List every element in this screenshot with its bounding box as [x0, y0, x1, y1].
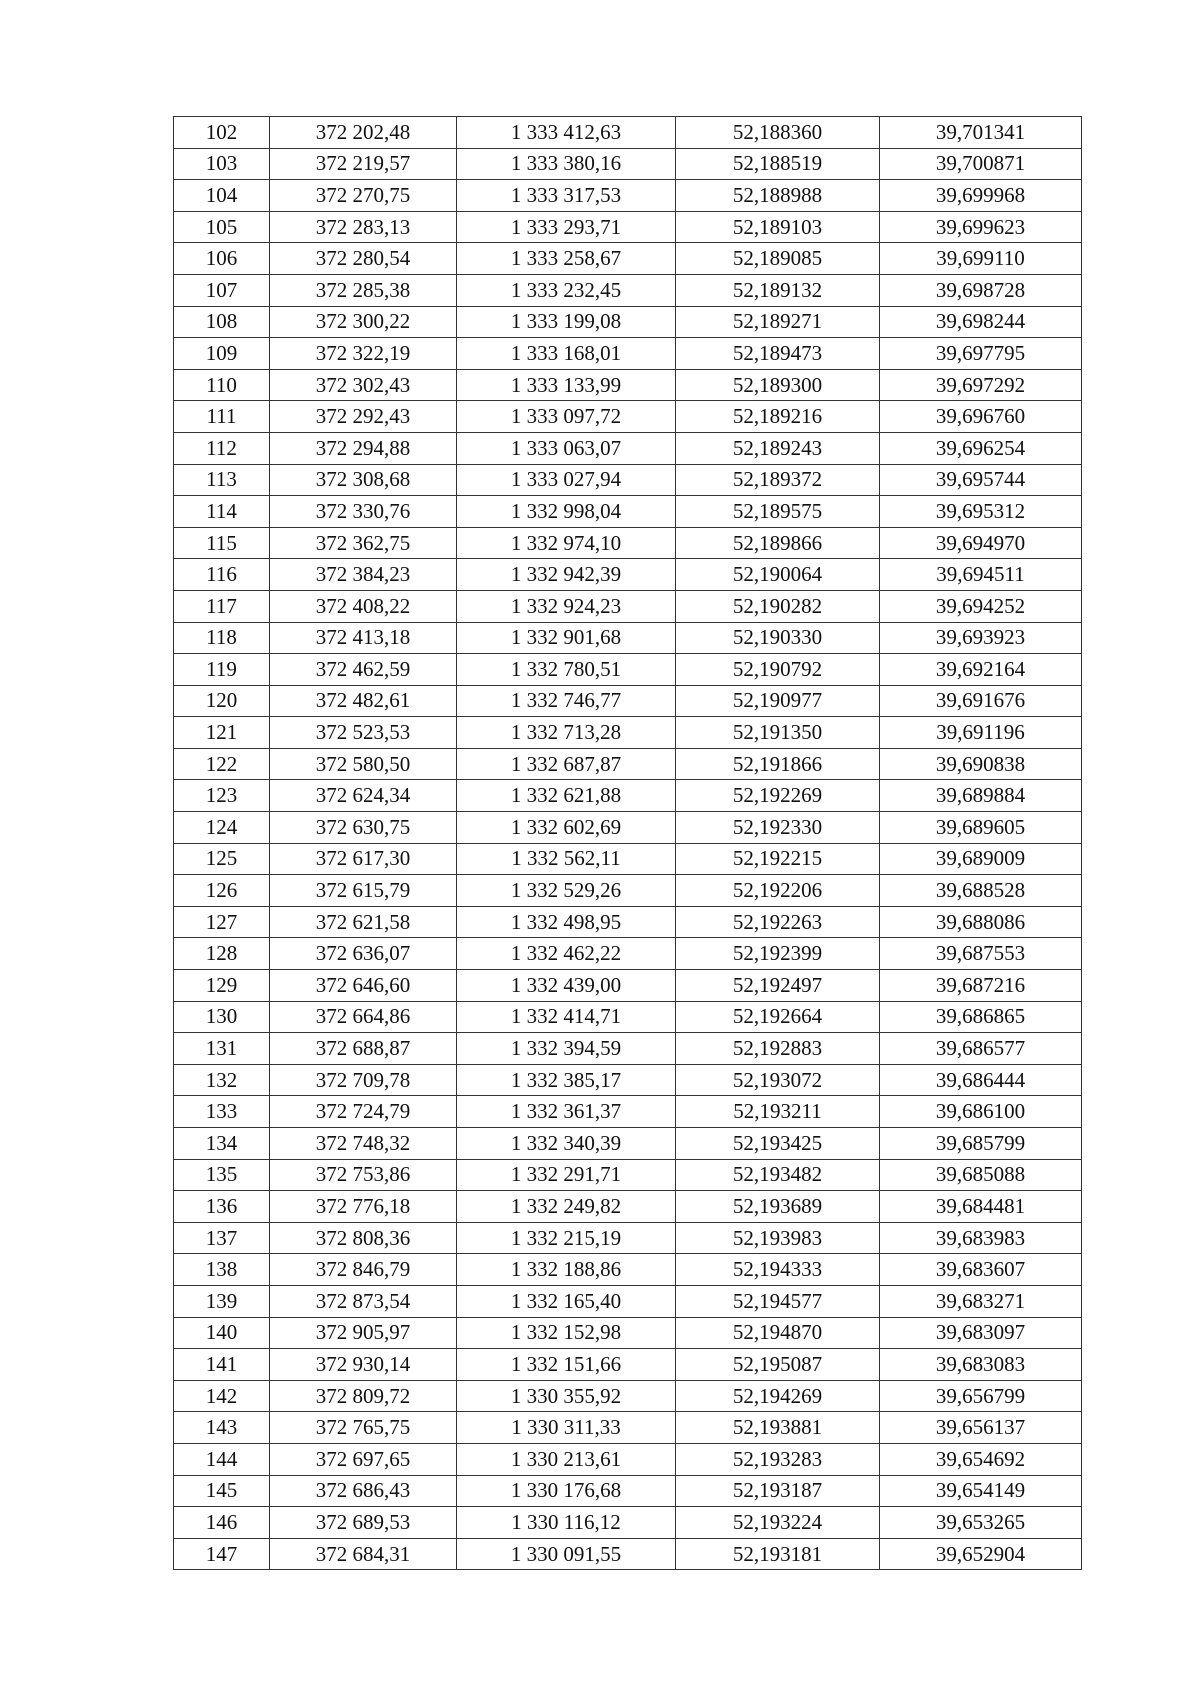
latitude-cell: 52,195087	[676, 1349, 880, 1381]
table-row	[174, 432, 1082, 464]
x-coordinate-cell: 372 846,79	[270, 1254, 457, 1286]
x-coordinate-cell: 372 308,68	[270, 464, 457, 496]
latitude-cell: 52,189575	[676, 496, 880, 528]
longitude-cell: 39,695744	[880, 464, 1082, 496]
table-row	[174, 717, 1082, 749]
y-coordinate-cell: 1 332 924,23	[457, 590, 676, 622]
longitude-cell: 39,656799	[880, 1380, 1082, 1412]
x-coordinate-cell: 372 615,79	[270, 875, 457, 907]
longitude-cell: 39,693923	[880, 622, 1082, 654]
point-number-cell: 127	[174, 906, 270, 938]
table-row	[174, 243, 1082, 275]
y-coordinate-cell: 1 332 414,71	[457, 1001, 676, 1033]
point-number-cell: 121	[174, 717, 270, 749]
table-row	[174, 496, 1082, 528]
longitude-cell: 39,691676	[880, 685, 1082, 717]
y-coordinate-cell: 1 330 091,55	[457, 1538, 676, 1570]
longitude-cell: 39,654149	[880, 1475, 1082, 1507]
x-coordinate-cell: 372 322,19	[270, 338, 457, 370]
longitude-cell: 39,685799	[880, 1128, 1082, 1160]
point-number-cell: 131	[174, 1033, 270, 1065]
y-coordinate-cell: 1 333 232,45	[457, 274, 676, 306]
x-coordinate-cell: 372 580,50	[270, 748, 457, 780]
latitude-cell: 52,189216	[676, 401, 880, 433]
point-number-cell: 119	[174, 654, 270, 686]
point-number-cell: 112	[174, 432, 270, 464]
table-row	[174, 1443, 1082, 1475]
latitude-cell: 52,194577	[676, 1285, 880, 1317]
table-row	[174, 1317, 1082, 1349]
longitude-cell: 39,696760	[880, 401, 1082, 433]
latitude-cell: 52,188519	[676, 148, 880, 180]
table-row	[174, 401, 1082, 433]
y-coordinate-cell: 1 332 249,82	[457, 1191, 676, 1223]
table-row	[174, 148, 1082, 180]
point-number-cell: 132	[174, 1064, 270, 1096]
x-coordinate-cell: 372 621,58	[270, 906, 457, 938]
table-row	[174, 559, 1082, 591]
table-row	[174, 1191, 1082, 1223]
table-row	[174, 117, 1082, 149]
longitude-cell: 39,701341	[880, 117, 1082, 149]
latitude-cell: 52,192269	[676, 780, 880, 812]
x-coordinate-cell: 372 285,38	[270, 274, 457, 306]
point-number-cell: 143	[174, 1412, 270, 1444]
x-coordinate-cell: 372 413,18	[270, 622, 457, 654]
longitude-cell: 39,689009	[880, 843, 1082, 875]
y-coordinate-cell: 1 332 151,66	[457, 1349, 676, 1381]
table-row	[174, 1064, 1082, 1096]
point-number-cell: 102	[174, 117, 270, 149]
longitude-cell: 39,653265	[880, 1507, 1082, 1539]
point-number-cell: 142	[174, 1380, 270, 1412]
x-coordinate-cell: 372 462,59	[270, 654, 457, 686]
longitude-cell: 39,691196	[880, 717, 1082, 749]
x-coordinate-cell: 372 202,48	[270, 117, 457, 149]
point-number-cell: 141	[174, 1349, 270, 1381]
table-row	[174, 1096, 1082, 1128]
y-coordinate-cell: 1 333 027,94	[457, 464, 676, 496]
point-number-cell: 122	[174, 748, 270, 780]
latitude-cell: 52,194870	[676, 1317, 880, 1349]
longitude-cell: 39,690838	[880, 748, 1082, 780]
longitude-cell: 39,699968	[880, 180, 1082, 212]
longitude-cell: 39,695312	[880, 496, 1082, 528]
longitude-cell: 39,652904	[880, 1538, 1082, 1570]
latitude-cell: 52,193425	[676, 1128, 880, 1160]
latitude-cell: 52,189473	[676, 338, 880, 370]
table-row	[174, 369, 1082, 401]
y-coordinate-cell: 1 332 998,04	[457, 496, 676, 528]
point-number-cell: 125	[174, 843, 270, 875]
longitude-cell: 39,697795	[880, 338, 1082, 370]
x-coordinate-cell: 372 689,53	[270, 1507, 457, 1539]
y-coordinate-cell: 1 330 176,68	[457, 1475, 676, 1507]
table-row	[174, 590, 1082, 622]
table-row	[174, 843, 1082, 875]
x-coordinate-cell: 372 765,75	[270, 1412, 457, 1444]
longitude-cell: 39,683083	[880, 1349, 1082, 1381]
x-coordinate-cell: 372 753,86	[270, 1159, 457, 1191]
point-number-cell: 107	[174, 274, 270, 306]
y-coordinate-cell: 1 330 311,33	[457, 1412, 676, 1444]
point-number-cell: 136	[174, 1191, 270, 1223]
latitude-cell: 52,193983	[676, 1222, 880, 1254]
longitude-cell: 39,687553	[880, 938, 1082, 970]
latitude-cell: 52,189300	[676, 369, 880, 401]
x-coordinate-cell: 372 664,86	[270, 1001, 457, 1033]
longitude-cell: 39,699110	[880, 243, 1082, 275]
x-coordinate-cell: 372 709,78	[270, 1064, 457, 1096]
coordinates-table-body	[174, 117, 1082, 1570]
x-coordinate-cell: 372 809,72	[270, 1380, 457, 1412]
y-coordinate-cell: 1 333 133,99	[457, 369, 676, 401]
latitude-cell: 52,192263	[676, 906, 880, 938]
longitude-cell: 39,685088	[880, 1159, 1082, 1191]
latitude-cell: 52,188360	[676, 117, 880, 149]
point-number-cell: 139	[174, 1285, 270, 1317]
x-coordinate-cell: 372 300,22	[270, 306, 457, 338]
y-coordinate-cell: 1 332 780,51	[457, 654, 676, 686]
point-number-cell: 105	[174, 211, 270, 243]
table-row	[174, 1159, 1082, 1191]
longitude-cell: 39,696254	[880, 432, 1082, 464]
longitude-cell: 39,689884	[880, 780, 1082, 812]
y-coordinate-cell: 1 332 901,68	[457, 622, 676, 654]
point-number-cell: 120	[174, 685, 270, 717]
latitude-cell: 52,191350	[676, 717, 880, 749]
table-row	[174, 906, 1082, 938]
y-coordinate-cell: 1 332 152,98	[457, 1317, 676, 1349]
table-row	[174, 685, 1082, 717]
table-row	[174, 970, 1082, 1002]
longitude-cell: 39,683983	[880, 1222, 1082, 1254]
longitude-cell: 39,683097	[880, 1317, 1082, 1349]
x-coordinate-cell: 372 292,43	[270, 401, 457, 433]
point-number-cell: 146	[174, 1507, 270, 1539]
table-row	[174, 1285, 1082, 1317]
x-coordinate-cell: 372 384,23	[270, 559, 457, 591]
y-coordinate-cell: 1 332 340,39	[457, 1128, 676, 1160]
x-coordinate-cell: 372 646,60	[270, 970, 457, 1002]
point-number-cell: 126	[174, 875, 270, 907]
y-coordinate-cell: 1 332 385,17	[457, 1064, 676, 1096]
table-row	[174, 211, 1082, 243]
y-coordinate-cell: 1 332 361,37	[457, 1096, 676, 1128]
table-row	[174, 1222, 1082, 1254]
latitude-cell: 52,193211	[676, 1096, 880, 1128]
x-coordinate-cell: 372 219,57	[270, 148, 457, 180]
longitude-cell: 39,656137	[880, 1412, 1082, 1444]
x-coordinate-cell: 372 482,61	[270, 685, 457, 717]
point-number-cell: 147	[174, 1538, 270, 1570]
point-number-cell: 135	[174, 1159, 270, 1191]
point-number-cell: 116	[174, 559, 270, 591]
y-coordinate-cell: 1 332 621,88	[457, 780, 676, 812]
latitude-cell: 52,190064	[676, 559, 880, 591]
latitude-cell: 52,189103	[676, 211, 880, 243]
table-row	[174, 274, 1082, 306]
longitude-cell: 39,694252	[880, 590, 1082, 622]
y-coordinate-cell: 1 332 562,11	[457, 843, 676, 875]
point-number-cell: 145	[174, 1475, 270, 1507]
table-row	[174, 812, 1082, 844]
x-coordinate-cell: 372 302,43	[270, 369, 457, 401]
longitude-cell: 39,698244	[880, 306, 1082, 338]
y-coordinate-cell: 1 333 199,08	[457, 306, 676, 338]
x-coordinate-cell: 372 776,18	[270, 1191, 457, 1223]
x-coordinate-cell: 372 523,53	[270, 717, 457, 749]
longitude-cell: 39,687216	[880, 970, 1082, 1002]
point-number-cell: 123	[174, 780, 270, 812]
table-row	[174, 938, 1082, 970]
table-row	[174, 464, 1082, 496]
x-coordinate-cell: 372 636,07	[270, 938, 457, 970]
point-number-cell: 128	[174, 938, 270, 970]
point-number-cell: 144	[174, 1443, 270, 1475]
latitude-cell: 52,193689	[676, 1191, 880, 1223]
x-coordinate-cell: 372 617,30	[270, 843, 457, 875]
latitude-cell: 52,192399	[676, 938, 880, 970]
table-row	[174, 654, 1082, 686]
latitude-cell: 52,189372	[676, 464, 880, 496]
x-coordinate-cell: 372 930,14	[270, 1349, 457, 1381]
longitude-cell: 39,692164	[880, 654, 1082, 686]
latitude-cell: 52,192206	[676, 875, 880, 907]
point-number-cell: 124	[174, 812, 270, 844]
x-coordinate-cell: 372 686,43	[270, 1475, 457, 1507]
y-coordinate-cell: 1 332 439,00	[457, 970, 676, 1002]
latitude-cell: 52,192330	[676, 812, 880, 844]
point-number-cell: 115	[174, 527, 270, 559]
table-row	[174, 1538, 1082, 1570]
latitude-cell: 52,189866	[676, 527, 880, 559]
latitude-cell: 52,189271	[676, 306, 880, 338]
point-number-cell: 111	[174, 401, 270, 433]
table-row	[174, 1349, 1082, 1381]
y-coordinate-cell: 1 330 116,12	[457, 1507, 676, 1539]
point-number-cell: 117	[174, 590, 270, 622]
latitude-cell: 52,188988	[676, 180, 880, 212]
y-coordinate-cell: 1 333 168,01	[457, 338, 676, 370]
y-coordinate-cell: 1 332 687,87	[457, 748, 676, 780]
longitude-cell: 39,683271	[880, 1285, 1082, 1317]
y-coordinate-cell: 1 332 529,26	[457, 875, 676, 907]
latitude-cell: 52,190330	[676, 622, 880, 654]
latitude-cell: 52,192883	[676, 1033, 880, 1065]
point-number-cell: 130	[174, 1001, 270, 1033]
longitude-cell: 39,686577	[880, 1033, 1082, 1065]
table-row	[174, 622, 1082, 654]
latitude-cell: 52,192215	[676, 843, 880, 875]
y-coordinate-cell: 1 330 213,61	[457, 1443, 676, 1475]
x-coordinate-cell: 372 688,87	[270, 1033, 457, 1065]
point-number-cell: 140	[174, 1317, 270, 1349]
point-number-cell: 113	[174, 464, 270, 496]
y-coordinate-cell: 1 332 394,59	[457, 1033, 676, 1065]
latitude-cell: 52,194269	[676, 1380, 880, 1412]
y-coordinate-cell: 1 332 602,69	[457, 812, 676, 844]
point-number-cell: 137	[174, 1222, 270, 1254]
y-coordinate-cell: 1 333 097,72	[457, 401, 676, 433]
latitude-cell: 52,189132	[676, 274, 880, 306]
point-number-cell: 109	[174, 338, 270, 370]
point-number-cell: 106	[174, 243, 270, 275]
table-row	[174, 875, 1082, 907]
table-row	[174, 1128, 1082, 1160]
latitude-cell: 52,191866	[676, 748, 880, 780]
table-row	[174, 1001, 1082, 1033]
point-number-cell: 104	[174, 180, 270, 212]
y-coordinate-cell: 1 333 317,53	[457, 180, 676, 212]
coordinates-table	[173, 116, 1082, 1570]
table-row	[174, 780, 1082, 812]
point-number-cell: 114	[174, 496, 270, 528]
longitude-cell: 39,686865	[880, 1001, 1082, 1033]
longitude-cell: 39,686100	[880, 1096, 1082, 1128]
table-row	[174, 1507, 1082, 1539]
table-row	[174, 1254, 1082, 1286]
x-coordinate-cell: 372 362,75	[270, 527, 457, 559]
point-number-cell: 108	[174, 306, 270, 338]
y-coordinate-cell: 1 332 498,95	[457, 906, 676, 938]
longitude-cell: 39,694511	[880, 559, 1082, 591]
table-row	[174, 1412, 1082, 1444]
x-coordinate-cell: 372 624,34	[270, 780, 457, 812]
table-row	[174, 1380, 1082, 1412]
longitude-cell: 39,698728	[880, 274, 1082, 306]
y-coordinate-cell: 1 332 188,86	[457, 1254, 676, 1286]
x-coordinate-cell: 372 330,76	[270, 496, 457, 528]
y-coordinate-cell: 1 332 291,71	[457, 1159, 676, 1191]
x-coordinate-cell: 372 283,13	[270, 211, 457, 243]
latitude-cell: 52,189085	[676, 243, 880, 275]
point-number-cell: 134	[174, 1128, 270, 1160]
y-coordinate-cell: 1 333 293,71	[457, 211, 676, 243]
longitude-cell: 39,688528	[880, 875, 1082, 907]
point-number-cell: 110	[174, 369, 270, 401]
latitude-cell: 52,193881	[676, 1412, 880, 1444]
x-coordinate-cell: 372 697,65	[270, 1443, 457, 1475]
latitude-cell: 52,193072	[676, 1064, 880, 1096]
latitude-cell: 52,192497	[676, 970, 880, 1002]
longitude-cell: 39,700871	[880, 148, 1082, 180]
latitude-cell: 52,193224	[676, 1507, 880, 1539]
x-coordinate-cell: 372 270,75	[270, 180, 457, 212]
latitude-cell: 52,192664	[676, 1001, 880, 1033]
longitude-cell: 39,699623	[880, 211, 1082, 243]
latitude-cell: 52,193283	[676, 1443, 880, 1475]
y-coordinate-cell: 1 332 462,22	[457, 938, 676, 970]
x-coordinate-cell: 372 684,31	[270, 1538, 457, 1570]
y-coordinate-cell: 1 332 942,39	[457, 559, 676, 591]
table-row	[174, 306, 1082, 338]
longitude-cell: 39,689605	[880, 812, 1082, 844]
point-number-cell: 133	[174, 1096, 270, 1128]
latitude-cell: 52,190792	[676, 654, 880, 686]
y-coordinate-cell: 1 333 063,07	[457, 432, 676, 464]
latitude-cell: 52,190282	[676, 590, 880, 622]
longitude-cell: 39,697292	[880, 369, 1082, 401]
longitude-cell: 39,683607	[880, 1254, 1082, 1286]
x-coordinate-cell: 372 294,88	[270, 432, 457, 464]
y-coordinate-cell: 1 333 380,16	[457, 148, 676, 180]
x-coordinate-cell: 372 280,54	[270, 243, 457, 275]
y-coordinate-cell: 1 332 713,28	[457, 717, 676, 749]
point-number-cell: 103	[174, 148, 270, 180]
table-row	[174, 1033, 1082, 1065]
latitude-cell: 52,193181	[676, 1538, 880, 1570]
longitude-cell: 39,686444	[880, 1064, 1082, 1096]
latitude-cell: 52,194333	[676, 1254, 880, 1286]
y-coordinate-cell: 1 333 412,63	[457, 117, 676, 149]
table-row	[174, 527, 1082, 559]
y-coordinate-cell: 1 332 974,10	[457, 527, 676, 559]
x-coordinate-cell: 372 808,36	[270, 1222, 457, 1254]
latitude-cell: 52,193482	[676, 1159, 880, 1191]
latitude-cell: 52,193187	[676, 1475, 880, 1507]
table-row	[174, 748, 1082, 780]
table-row	[174, 338, 1082, 370]
point-number-cell: 138	[174, 1254, 270, 1286]
y-coordinate-cell: 1 332 746,77	[457, 685, 676, 717]
y-coordinate-cell: 1 333 258,67	[457, 243, 676, 275]
x-coordinate-cell: 372 748,32	[270, 1128, 457, 1160]
latitude-cell: 52,190977	[676, 685, 880, 717]
longitude-cell: 39,688086	[880, 906, 1082, 938]
longitude-cell: 39,654692	[880, 1443, 1082, 1475]
longitude-cell: 39,694970	[880, 527, 1082, 559]
y-coordinate-cell: 1 330 355,92	[457, 1380, 676, 1412]
table-row	[174, 180, 1082, 212]
point-number-cell: 129	[174, 970, 270, 1002]
x-coordinate-cell: 372 630,75	[270, 812, 457, 844]
x-coordinate-cell: 372 873,54	[270, 1285, 457, 1317]
y-coordinate-cell: 1 332 215,19	[457, 1222, 676, 1254]
longitude-cell: 39,684481	[880, 1191, 1082, 1223]
x-coordinate-cell: 372 724,79	[270, 1096, 457, 1128]
x-coordinate-cell: 372 408,22	[270, 590, 457, 622]
latitude-cell: 52,189243	[676, 432, 880, 464]
table-row	[174, 1475, 1082, 1507]
point-number-cell: 118	[174, 622, 270, 654]
y-coordinate-cell: 1 332 165,40	[457, 1285, 676, 1317]
x-coordinate-cell: 372 905,97	[270, 1317, 457, 1349]
